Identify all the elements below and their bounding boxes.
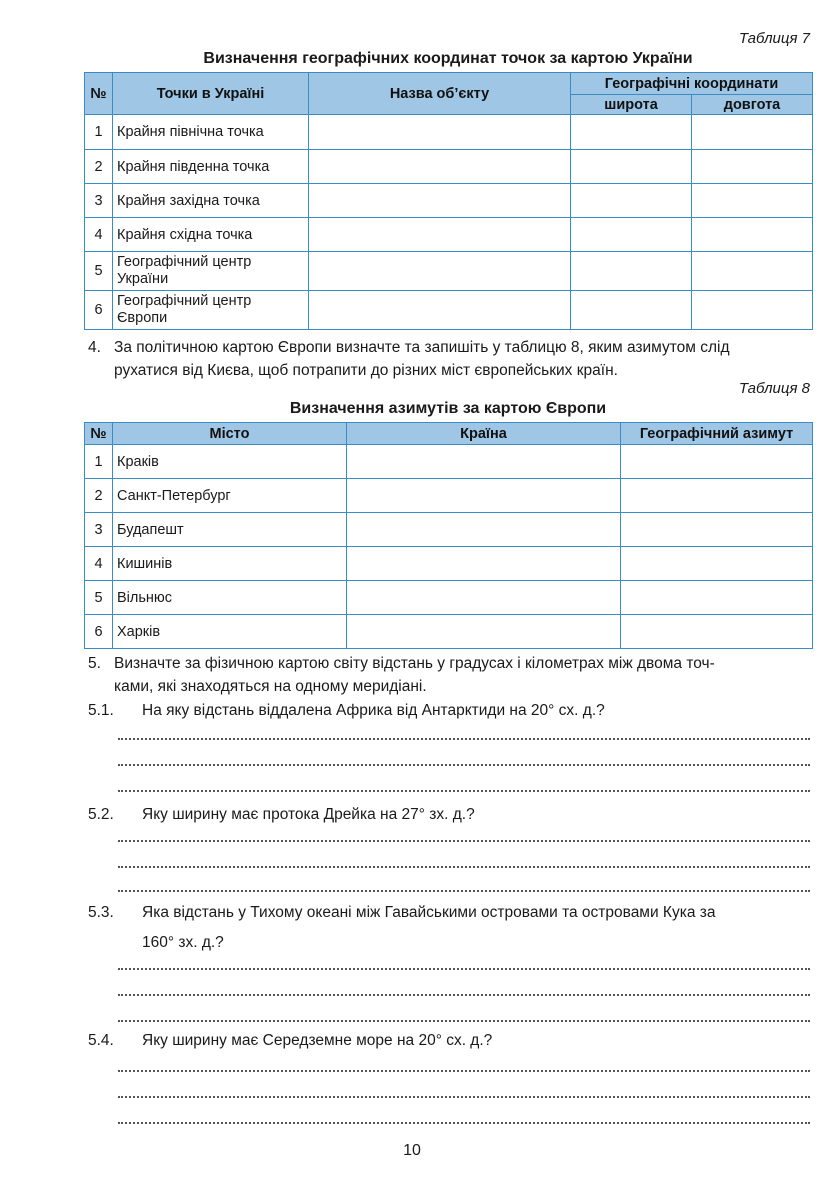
header-country: Країна [347,423,621,445]
table-row [85,581,813,615]
latitude-cell[interactable] [571,184,692,218]
longitude-cell[interactable] [692,150,813,184]
table-row [85,547,813,581]
answer-line[interactable] [118,994,810,996]
question-number: 5.1. [88,702,114,719]
table-row [85,513,813,547]
answer-line[interactable] [118,1020,810,1022]
question-number: 5.4. [88,1032,114,1049]
point-name: Крайня південна точка [113,150,309,184]
azimuth-cell[interactable] [621,479,813,513]
answer-line[interactable] [118,1122,810,1124]
azimuth-cell[interactable] [621,445,813,479]
point-name: Крайня східна точка [113,218,309,252]
table7-title: Визначення географічних координат точок за картою України [203,50,693,67]
header-azimuth: Географічний азимут [621,423,813,445]
page-number: 10 [403,1142,421,1159]
row-number: 3 [85,184,113,218]
longitude-cell[interactable] [692,184,813,218]
header-longitude: довгота [692,95,813,115]
answer-line[interactable] [118,790,810,792]
answer-line[interactable] [118,764,810,766]
task-5 [88,652,812,698]
table7-caption: Таблиця 7 [738,30,810,47]
question-5-4 [88,1026,812,1056]
header-latitude: широта [571,95,692,115]
latitude-cell[interactable] [571,150,692,184]
country-cell[interactable] [347,615,621,649]
question-text: Яку ширину має протока Дрейка на 27° зх. д.? [142,806,475,823]
table-row [85,150,813,184]
answer-line[interactable] [118,840,810,842]
table-row [85,445,813,479]
azimuth-cell[interactable] [621,615,813,649]
answer-line[interactable] [118,1070,810,1072]
header-num: № [85,423,113,445]
question-number: 5.3. [88,904,114,921]
city-name: Будапешт [113,513,347,547]
row-number: 4 [85,547,113,581]
answer-line[interactable] [118,866,810,868]
question-text: Яка відстань у Тихому океані між Гавайськими островами та островами Кука за [142,904,716,921]
question-text: На яку відстань віддалена Африка від Антарктиди на 20° сх. д.? [142,702,605,719]
object-name-cell[interactable] [309,291,571,330]
header-points: Точки в Україні [113,73,309,115]
task-4-line1: За політичною картою Європи визначте та запишіть у таблицю 8, яким азимутом слід [114,339,730,356]
task-5-line2: ками, які знаходяться на одному меридіані. [114,678,427,695]
azimuth-cell[interactable] [621,547,813,581]
table-row [85,252,813,291]
header-object: Назва об’єкту [309,73,571,115]
answer-line[interactable] [118,738,810,740]
task-5-line1: Визначте за фізичною картою світу відстань у градусах і кілометрах між двома точ- [114,655,715,672]
azimuth-table [84,422,813,649]
longitude-cell[interactable] [692,291,813,330]
table-row [85,218,813,252]
table-row [85,184,813,218]
longitude-cell[interactable] [692,115,813,150]
table-row [85,479,813,513]
country-cell[interactable] [347,445,621,479]
object-name-cell[interactable] [309,218,571,252]
city-name: Санкт-Петербург [113,479,347,513]
city-name: Кишинів [113,547,347,581]
row-number: 6 [85,291,113,330]
answer-line[interactable] [118,1096,810,1098]
country-cell[interactable] [347,513,621,547]
question-text: Яку ширину має Середземне море на 20° сх. д.? [142,1032,493,1049]
question-5-2 [88,800,812,830]
row-number: 1 [85,445,113,479]
latitude-cell[interactable] [571,291,692,330]
task-number: 4. [88,339,101,356]
table8-caption: Таблиця 8 [738,380,810,397]
answer-line[interactable] [118,890,810,892]
row-number: 4 [85,218,113,252]
table-row [85,115,813,150]
object-name-cell[interactable] [309,150,571,184]
row-number: 5 [85,581,113,615]
latitude-cell[interactable] [571,252,692,291]
object-name-cell[interactable] [309,184,571,218]
city-name: Харків [113,615,347,649]
azimuth-cell[interactable] [621,513,813,547]
object-name-cell[interactable] [309,252,571,291]
row-number: 5 [85,252,113,291]
point-name: Географічний центр Європи [113,291,309,330]
question-5-1 [88,696,812,726]
row-number: 6 [85,615,113,649]
task-4 [88,336,812,382]
task-number: 5. [88,655,101,672]
country-cell[interactable] [347,547,621,581]
table8-title: Визначення азимутів за картою Європи [289,400,607,417]
country-cell[interactable] [347,479,621,513]
latitude-cell[interactable] [571,218,692,252]
row-number: 3 [85,513,113,547]
point-name: Крайня західна точка [113,184,309,218]
city-name: Краків [113,445,347,479]
country-cell[interactable] [347,581,621,615]
header-city: Місто [113,423,347,445]
answer-line[interactable] [118,968,810,970]
question-5-3 [88,898,812,958]
row-number: 2 [85,479,113,513]
question-text-continued: 160° зх. д.? [142,934,224,951]
point-name: Географічний центр України [113,252,309,291]
latitude-cell[interactable] [571,115,692,150]
table-row [85,615,813,649]
row-number: 1 [85,115,113,150]
header-coords: Географічні координати [571,73,813,95]
city-name: Вільнюс [113,581,347,615]
object-name-cell[interactable] [309,115,571,150]
longitude-cell[interactable] [692,252,813,291]
coordinates-table [84,72,813,330]
task-4-line2: рухатися від Києва, щоб потрапити до різних міст європейських країн. [114,362,618,379]
longitude-cell[interactable] [692,218,813,252]
question-number: 5.2. [88,806,114,823]
azimuth-cell[interactable] [621,581,813,615]
point-name: Крайня північна точка [113,115,309,150]
row-number: 2 [85,150,113,184]
table-row [85,291,813,330]
header-num: № [85,73,113,115]
